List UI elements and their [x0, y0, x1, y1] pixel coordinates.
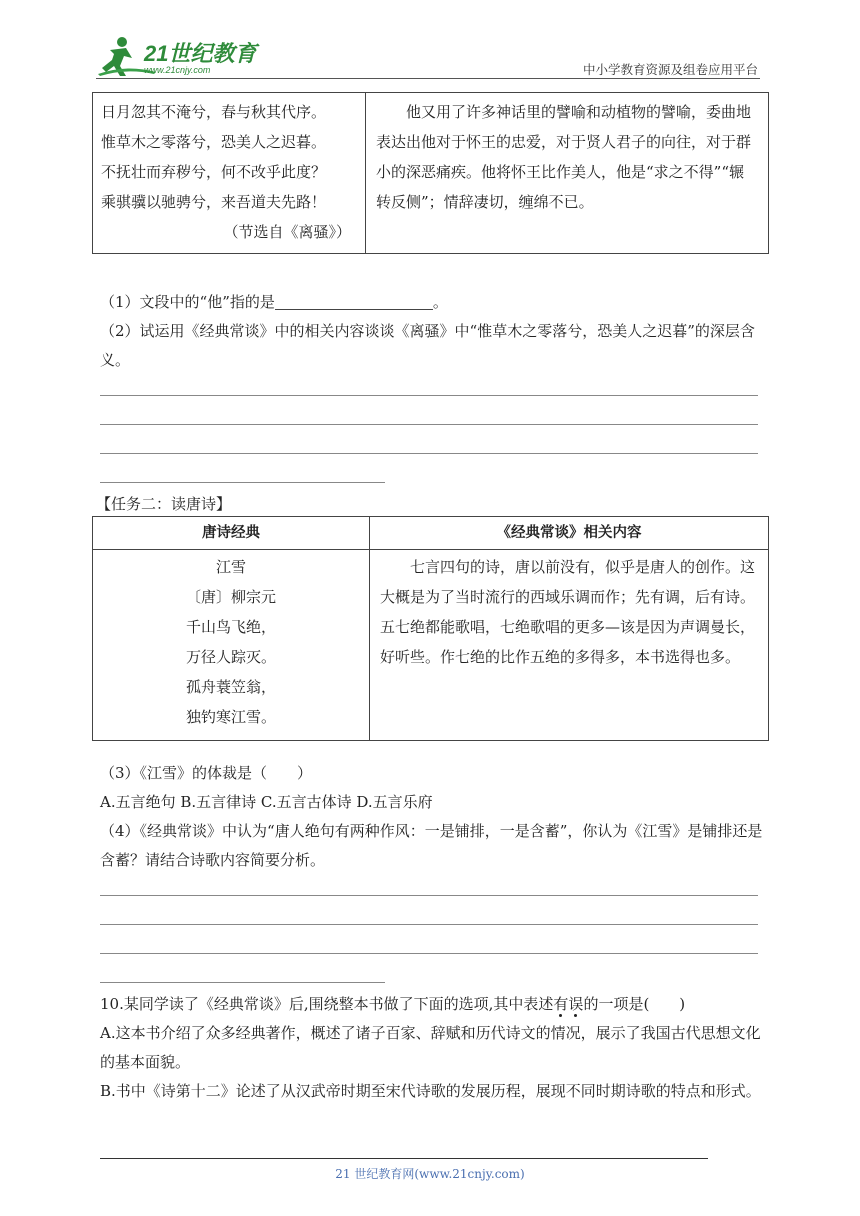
footer-divider — [100, 1158, 708, 1159]
option-a: A.这本书介绍了众多经典著作，概述了诸子百家、辞赋和历代诗文的情况，展示了我国古代思想文化的基本面貌。 — [100, 1024, 761, 1071]
q1-text: （1）文段中的“他”指的是 — [100, 293, 275, 311]
poem-author: 〔唐〕柳宗元 — [185, 588, 276, 606]
answer-line[interactable] — [100, 895, 758, 896]
poem-source: （节选自《离骚》） — [223, 223, 351, 241]
answer-line[interactable] — [100, 953, 758, 954]
commentary-text: 他又用了许多神话里的譬喻和动植物的譬喻，委曲地表达出他对于怀王的忠爱，对于贤人君子的向往，对于群小的深恶痛疾。他将怀王比作美人，他是“求之不得”“辗转反侧”；情辞凄切，缠绵不已。 — [376, 103, 752, 211]
answer-line[interactable] — [100, 482, 385, 483]
answer-line[interactable] — [100, 924, 758, 925]
answer-line[interactable] — [100, 424, 758, 425]
question-3-options: A.五言绝句 B.五言律诗 C.五言古体诗 D.五言乐府 — [100, 793, 433, 811]
emphasis-char: 误 — [568, 995, 584, 1013]
poem-line: 不抚壮而弃秽兮，何不改乎此度？ — [101, 163, 327, 181]
lisao-table — [92, 92, 769, 254]
col-header-poem: 唐诗经典 — [93, 517, 370, 550]
question-4: （4）《经典常谈》中认为“唐人绝句有两种作风：一是铺排，一是含蓄”，你认为《江雪》是铺排还是含蓄？请结合诗歌内容简要分析。 — [100, 822, 763, 869]
q10-text-end: 的一项是( ) — [583, 995, 686, 1013]
question-2: （2）试运用《经典常谈》中的相关内容谈谈《离骚》中“惟草木之零落兮，恐美人之迟暮”的深层含义。 — [100, 322, 755, 369]
col-header-commentary: 《经典常谈》相关内容 — [370, 517, 769, 550]
footer-text: 21 世纪教育网(www.21cnjy.com) — [335, 1167, 525, 1181]
tang-commentary-cell — [370, 550, 769, 741]
lisao-commentary-cell — [366, 93, 769, 254]
poem-line: 惟草木之零落兮，恐美人之迟暮。 — [101, 133, 327, 151]
answer-line[interactable] — [100, 982, 385, 983]
logo-text: 21世纪教育 — [144, 41, 257, 66]
emphasis-char: 有 — [553, 995, 569, 1013]
q1-end: 。 — [432, 293, 448, 311]
task2-title: 【任务二：读唐诗】 — [96, 495, 232, 513]
poem-line: 孤舟蓑笠翁， — [185, 678, 276, 696]
question-10 — [100, 990, 768, 1019]
q10-text: 10.某同学读了《经典常谈》后,围绕整本书做了下面的选项,其中表述 — [100, 995, 554, 1013]
question-3: （3）《江雪》的体裁是（ ） — [100, 764, 313, 782]
platform-name: 中小学教育资源及组卷应用平台 — [582, 62, 758, 77]
site-logo — [96, 34, 266, 78]
tang-poem-table — [92, 516, 769, 741]
answer-line[interactable] — [100, 453, 758, 454]
commentary-text: 七言四句的诗，唐以前没有，似乎是唐人的创作。这大概是为了当时流行的西域乐调而作；先有调，后有诗。五七绝都能歌唱，七绝歌唱的更多—该是因为声调曼长，好听些。作七绝的比作五绝的多得多，本书选得也多。 — [380, 558, 756, 666]
poem-line: 乘骐骥以驰骋兮，来吾道夫先路！ — [101, 193, 327, 211]
poem-title: 江雪 — [215, 558, 246, 576]
poem-line: 独钓寒江雪。 — [185, 708, 276, 726]
poem-line: 千山鸟飞绝， — [185, 618, 276, 636]
answer-blank[interactable] — [275, 292, 433, 310]
poem-line: 日月忽其不淹兮，春与秋其代序。 — [101, 103, 327, 121]
logo-url: www.21cnjy.com — [144, 65, 211, 75]
option-b: B.书中《诗第十二》论述了从汉武帝时期至宋代诗歌的发展历程，展现不同时期诗歌的特点和形式。 — [100, 1082, 761, 1100]
header-divider — [96, 78, 760, 79]
poem-line: 万径人踪灭。 — [185, 648, 276, 666]
lisao-poem-cell — [93, 93, 366, 254]
question-1 — [100, 288, 768, 317]
jiangxue-poem-cell — [93, 550, 370, 741]
answer-line[interactable] — [100, 395, 758, 396]
